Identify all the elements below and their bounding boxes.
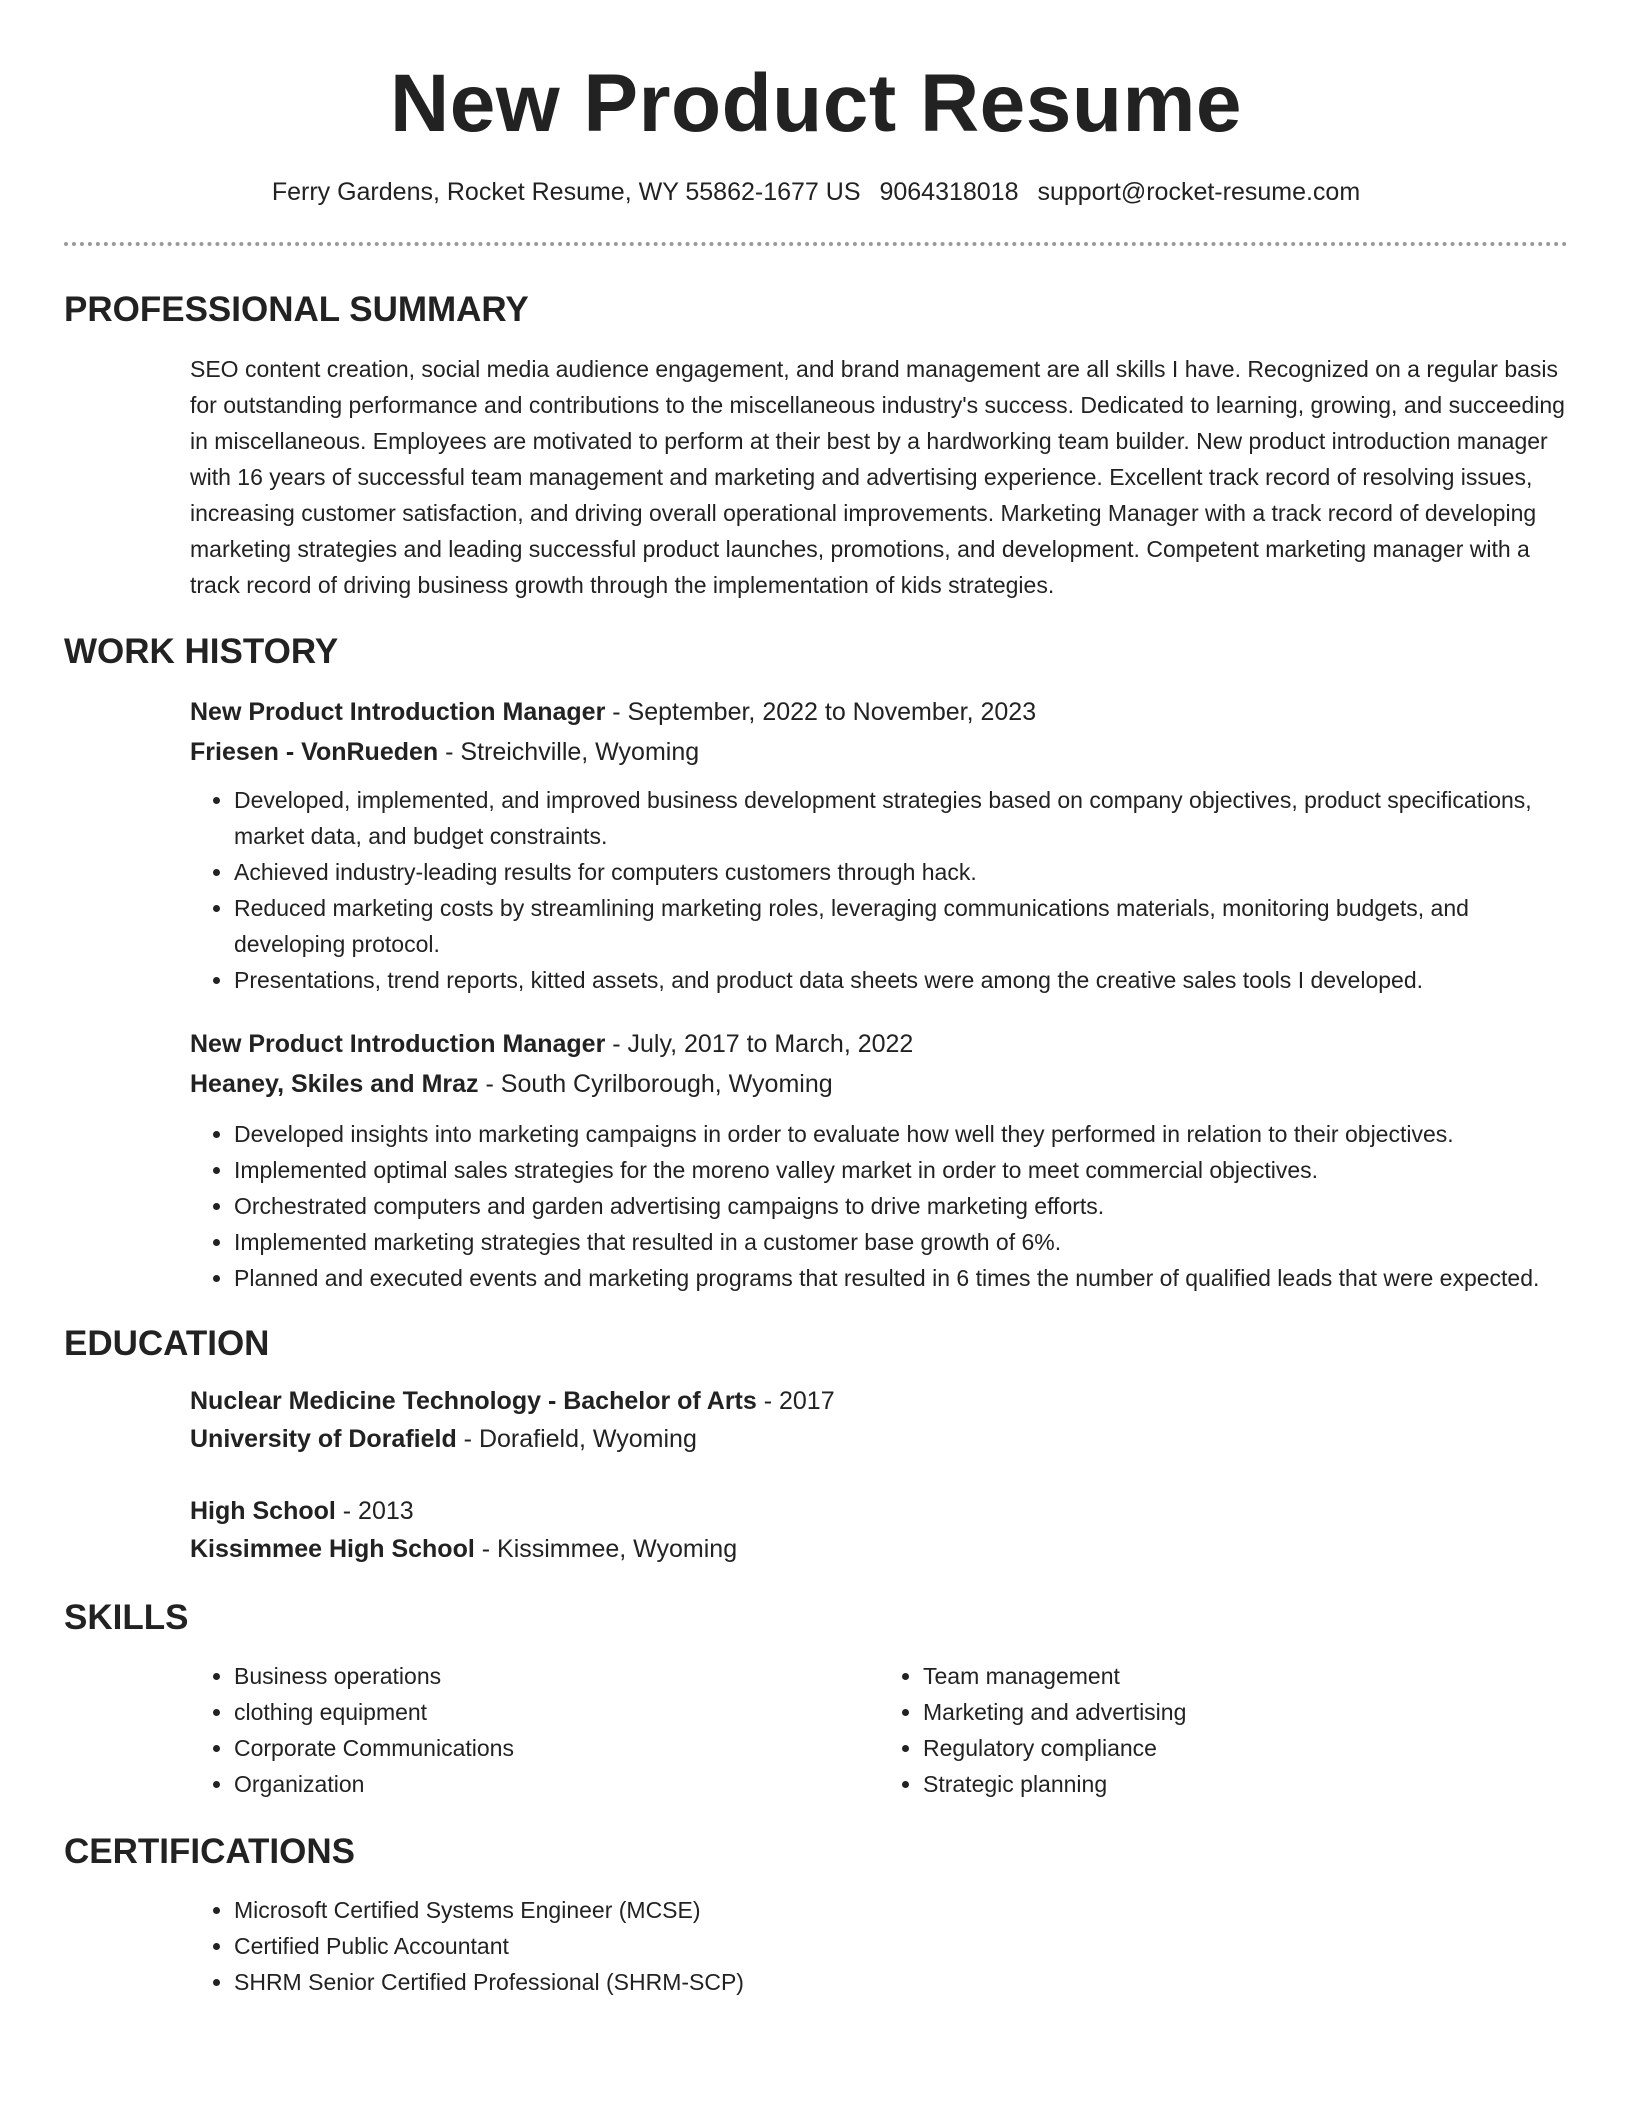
job-title-line	[190, 692, 1568, 732]
school-location: - Kissimmee, Wyoming	[474, 1535, 738, 1563]
degree-year: - 2017	[756, 1387, 835, 1415]
contact-line	[64, 176, 1568, 208]
skill-item: • Strategic planning	[923, 1766, 1568, 1802]
education-entry	[190, 1492, 1568, 1568]
school-name: University of Dorafield	[190, 1425, 457, 1453]
skills-heading: SKILLS	[64, 1598, 189, 1637]
work-history-section	[64, 632, 1568, 1296]
certification-item: • Microsoft Certified Systems Engineer (MCSE)	[234, 1892, 1568, 1928]
skill-item: • clothing equipment	[234, 1694, 879, 1730]
list-item: • Developed insights into marketing campaigns in order to evaluate how well they performed in relation to their objectives.	[234, 1116, 1568, 1152]
skills-grid	[190, 1658, 1568, 1802]
certification-item: • Certified Public Accountant	[234, 1928, 1568, 1964]
education-section	[64, 1324, 1568, 1568]
degree-name: High School	[190, 1497, 336, 1525]
skills-section	[64, 1598, 1568, 1802]
header-divider	[64, 242, 1568, 246]
degree-line	[190, 1492, 1568, 1530]
school-line	[190, 1530, 1568, 1568]
job-company-line	[190, 1064, 1568, 1104]
job-company-line	[190, 732, 1568, 772]
degree-year: - 2013	[335, 1497, 414, 1525]
skill-item: • Corporate Communications	[234, 1730, 879, 1766]
skill-item: • Business operations	[234, 1658, 879, 1694]
list-item: • Achieved industry-leading results for computers customers through hack.	[234, 854, 1568, 890]
education-entry	[190, 1382, 1568, 1458]
contact-address: Ferry Gardens, Rocket Resume, WY 55862-1677 US	[271, 178, 861, 206]
certification-item: • SHRM Senior Certified Professional (SHRM-SCP)	[234, 1964, 1568, 2000]
school-location: - Dorafield, Wyoming	[456, 1425, 697, 1453]
job-location: - South Cyrilborough, Wyoming	[478, 1070, 833, 1098]
list-item: • Planned and executed events and marketing programs that resulted in 6 times the number of qualified leads that were expected.	[234, 1260, 1568, 1296]
list-item: • Presentations, trend reports, kitted assets, and product data sheets were among the creative sales tools I developed.	[234, 962, 1568, 998]
job-bullets	[190, 782, 1568, 998]
education-heading: EDUCATION	[64, 1324, 270, 1363]
list-item: • Implemented marketing strategies that resulted in a customer base growth of 6%.	[234, 1224, 1568, 1260]
school-line	[190, 1420, 1568, 1458]
list-item: • Reduced marketing costs by streamlining marketing roles, leveraging communications materials, monitoring budgets, and developing protocol.	[234, 890, 1568, 962]
contact-phone: 9064318018	[879, 178, 1019, 206]
skill-item: • Regulatory compliance	[923, 1730, 1568, 1766]
job-company: Friesen - VonRueden	[190, 738, 439, 766]
job-dates: - July, 2017 to March, 2022	[605, 1030, 914, 1058]
certifications-section	[64, 1832, 1568, 2000]
job-role: New Product Introduction Manager	[190, 1030, 606, 1058]
skill-item: • Marketing and advertising	[923, 1694, 1568, 1730]
degree-line	[190, 1382, 1568, 1420]
resume-page	[64, 0, 1568, 2000]
contact-email[interactable]: support@rocket-resume.com	[1037, 178, 1361, 206]
summary-text: SEO content creation, social media audience engagement, and brand management are all skills I have. Recognized on a regular basis for outstanding performance and contributions to the miscellaneous industry's success. Dedicated to learning, growing, and succeeding in miscellaneous. Employees are motivated to perform at their best by a hardworking team builder. New product introduction manager with 16 years of successful team management and marketing and advertising experience. Excellent track record of resolving issues, increasing customer satisfaction, and driving overall operational improvements. Marketing Manager with a track record of developing marketing strategies and leading successful product launches, promotions, and development. Competent marketing manager with a track record of driving business growth through the implementation of kids strategies.	[190, 356, 1565, 598]
job-title-line	[190, 1024, 1568, 1064]
job-dates: - September, 2022 to November, 2023	[605, 698, 1037, 726]
degree-name: Nuclear Medicine Technology - Bachelor of Arts	[190, 1387, 757, 1415]
job-entry	[190, 692, 1568, 998]
skill-item: • Organization	[234, 1766, 879, 1802]
job-location: - Streichville, Wyoming	[438, 738, 700, 766]
list-item: • Implemented optimal sales strategies for the moreno valley market in order to meet commercial objectives.	[234, 1152, 1568, 1188]
certifications-heading: CERTIFICATIONS	[64, 1832, 356, 1871]
job-role: New Product Introduction Manager	[190, 698, 606, 726]
summary-section	[64, 290, 1568, 603]
list-item: • Orchestrated computers and garden advertising campaigns to drive marketing efforts.	[234, 1188, 1568, 1224]
summary-heading: PROFESSIONAL SUMMARY	[64, 290, 529, 329]
skill-item: • Team management	[923, 1658, 1568, 1694]
resume-title: New Product Resume	[390, 58, 1242, 149]
skills-column-right	[879, 1658, 1568, 1802]
job-bullets	[190, 1116, 1568, 1296]
school-name: Kissimmee High School	[190, 1535, 475, 1563]
work-history-heading: WORK HISTORY	[64, 632, 339, 671]
skills-column-left	[190, 1658, 879, 1802]
list-item: • Developed, implemented, and improved business development strategies based on company objectives, product specifications, market data, and budget constraints.	[234, 782, 1568, 854]
job-entry	[190, 1024, 1568, 1296]
certifications-list	[190, 1892, 1568, 2000]
job-company: Heaney, Skiles and Mraz	[190, 1070, 479, 1098]
